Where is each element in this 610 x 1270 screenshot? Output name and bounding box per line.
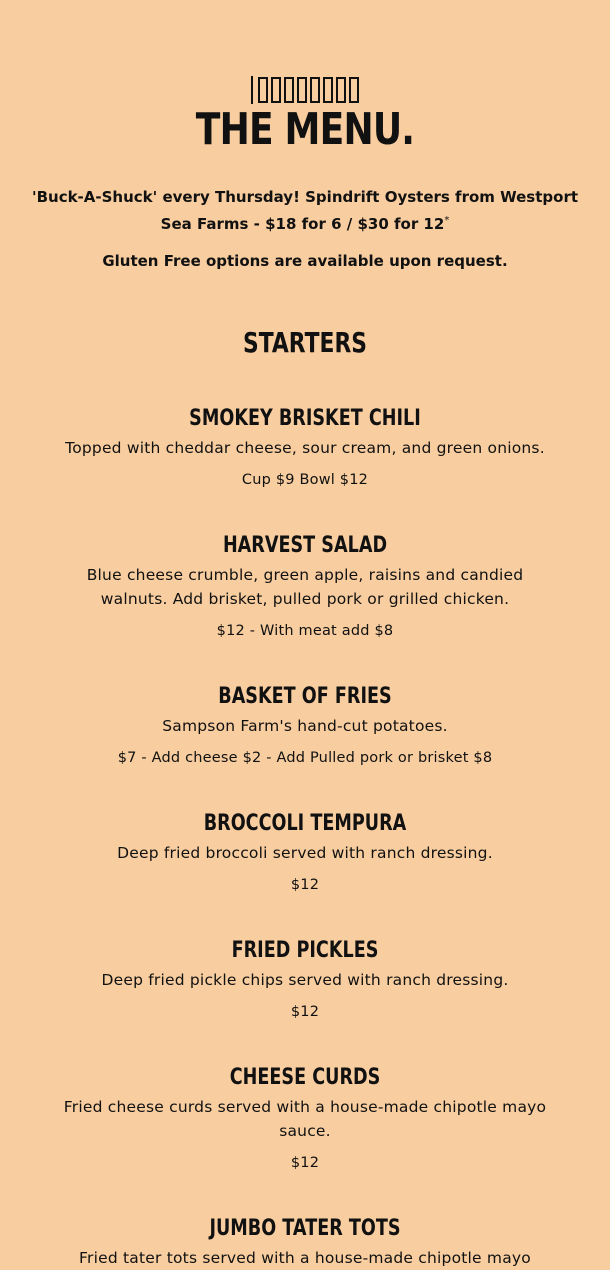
menu-item-price: $12 <box>290 877 320 893</box>
logo-glyphs <box>0 74 610 106</box>
menu-item-price: Cup $9 Bowl $12 <box>241 472 369 488</box>
menu-item <box>55 531 555 643</box>
menu-item <box>55 1214 555 1270</box>
menu-item-name: BASKET OF FRIES <box>218 684 392 709</box>
menu-item-price: $12 <box>290 1155 320 1171</box>
menu-item-name: SMOKEY BRISKET CHILI <box>189 406 421 431</box>
menu-item <box>55 682 555 770</box>
menu-item-description: Topped with cheddar cheese, sour cream, and green onions. <box>65 439 545 457</box>
menu-item-description: Fried tater tots served with a house-made chipotle mayo <box>79 1249 531 1267</box>
menu-item-price: $12 - With meat add $8 <box>216 623 394 639</box>
menu-item-name: FRIED PICKLES <box>231 938 379 963</box>
menu-item-name: JUMBO TATER TOTS <box>209 1216 401 1241</box>
menu-item-description: Deep fried pickle chips served with ranch dressing. <box>101 971 509 989</box>
menu-item-description: Sampson Farm's hand-cut potatoes. <box>162 717 448 735</box>
promo-footnote-marker: * <box>444 215 450 226</box>
menu-item-description: Deep fried broccoli served with ranch dressing. <box>117 844 493 862</box>
menu-item <box>55 809 555 897</box>
menu-item-description: Blue cheese crumble, green apple, raisins and candied walnuts. Add brisket, pulled pork or grilled chicken. <box>86 566 524 608</box>
menu-title: THE MENU. <box>195 104 415 155</box>
promo-text-body: 'Buck-A-Shuck' every Thursday! Spindrift Oysters from Westport Sea Farms - $18 for 6 / $30 for 12 <box>31 188 579 233</box>
menu-item <box>55 936 555 1024</box>
menu-item-price: $7 - Add cheese $2 - Add Pulled pork or brisket $8 <box>117 750 493 766</box>
menu-item-name: CHEESE CURDS <box>229 1065 381 1090</box>
menu-item-description: Fried cheese curds served with a house-made chipotle mayo sauce. <box>63 1098 547 1140</box>
section-heading-starters: STARTERS <box>242 326 368 359</box>
menu-item-name: BROCCOLI TEMPURA <box>203 811 407 836</box>
menu-item <box>55 404 555 492</box>
promo-text <box>30 185 580 236</box>
gluten-free-note: Gluten Free options are available upon request. <box>102 252 508 270</box>
menu-item-name: HARVEST SALAD <box>222 533 388 558</box>
menu-item <box>55 1063 555 1175</box>
menu-item-price: $12 <box>290 1004 320 1020</box>
